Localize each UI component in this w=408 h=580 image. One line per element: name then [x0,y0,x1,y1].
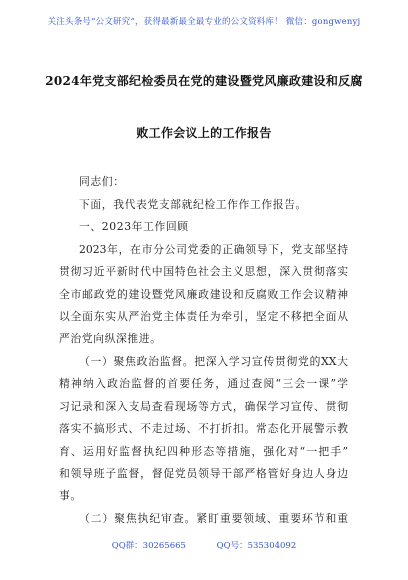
paragraph-line: 育、运用好监督执纪四种形态等措施，强化对“一把手” [59,445,348,458]
paragraph-line: 以全面东实从严治党主体责任为牵引，坚定不移把全面从 [59,310,348,323]
subsection-political-supervision: （一）聚焦政治监督。把深入学习宣传贯彻党的XX大 [79,355,348,368]
paragraph-line: 落实不搞形式、不走过场、不打折扣。常态化开展警示教 [59,422,348,435]
document-title-line-2: 败工作会议上的工作报告 [136,126,272,140]
intro-paragraph: 下面，我代表党支部就纪检工作作工作报告。 [79,198,307,211]
paragraph-line: 贯彻习近平新时代中国特色社会主义思想，深入贯彻落实 [59,265,348,278]
paragraph-line: 事。 [59,489,82,502]
subsection-discipline-review: （二）聚焦执纪审查。紧盯重要领域、重要环节和重 [79,512,348,525]
paragraph-line: 2023年，在市分公司党委的正确领导下，党支部坚持 [79,243,348,256]
paragraph-line: 全市邮政党的建设暨党风廉政建设和反腐败工作会议精神 [59,288,348,301]
section-heading-1: 一、2023年工作回顾 [79,220,189,233]
paragraph-line: 习记录和深入支局查看现场等方式，确保学习宣传、贯彻 [59,400,348,413]
footer-qq-number: QQ号：535304092 [216,541,297,551]
paragraph-line: 精神纳入政治监督的首要任务，通过查阅“三会一课”学 [59,377,348,390]
header-promo-note: 关注头条号“公文研究”，获得最新最全最专业的公文资料库！ 微信：gongwenyj [47,17,361,27]
paragraph-line: 严治党向纵深推进。 [59,332,162,345]
document-title-line-1: 2024年党支部纪检委员在党的建设暨党风廉政建设和反腐 [45,74,363,88]
paragraph-line: 和领导班子监督，督促党员领导干部严格管好身边人身边 [59,467,348,480]
footer-qq-group: QQ群：30265665 [111,541,186,551]
footer-contact [0,539,408,551]
salutation: 同志们： [79,175,125,188]
